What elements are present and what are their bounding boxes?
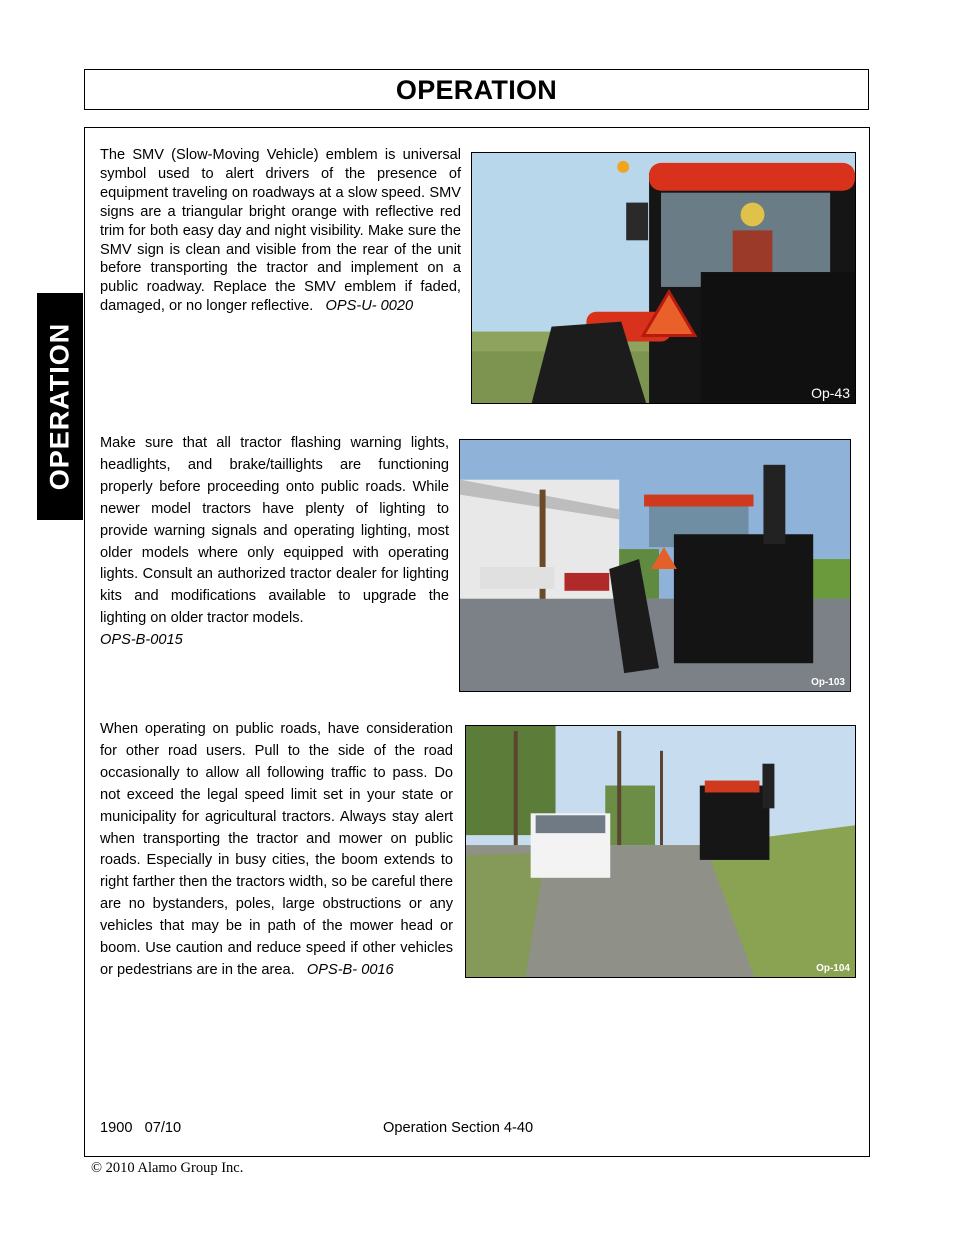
footer-model-date: 1900 07/10 <box>100 1120 182 1136</box>
figure-label: Op-103 <box>811 677 845 688</box>
road-users-paragraph <box>100 719 453 982</box>
smv-text: The SMV (Slow-Moving Vehicle) emblem is universal symbol used to alert drivers of the presence of equipment traveling on roadways at a slow speed. SMV signs are a triangular bright orange with reflective red trim for both easy day and night visibility. Make sure the SMV sign is clean and visible from the rear of the unit before transporting the tractor and implement on a public roadway. Replace the SMV emblem if faded, damaged, or no longer reflective. <box>100 147 461 315</box>
road-users-text: When operating on public roads, have consideration for other road users. Pull to the side of the road occasionally to allow all following traffic to pass. Do not exceed the legal speed limit set in your state or municipality for agricultural tractors. Always stay alert when transporting the tractor and mower on public roads. Especially in busy cities, the boom extends to right farther then the tractors width, so be careful there are no bystanders, poles, large obstructions or any vehicles that may be in path of the mower head or boom. Use caution and reduce speed if other vehicles or pedestrians are in the area. <box>100 721 453 978</box>
page-header <box>84 69 869 110</box>
copyright: © 2010 Alamo Group Inc. <box>91 1160 244 1176</box>
smv-tractor-photo <box>471 152 856 404</box>
road-users-photo <box>465 725 856 978</box>
road-users-code: OPS-B- 0016 <box>306 961 394 978</box>
section-side-tab <box>37 293 83 520</box>
smv-code: OPS-U- 0020 <box>325 298 414 315</box>
side-tab-label: OPERATION <box>44 322 75 491</box>
smv-paragraph <box>100 146 461 316</box>
lighting-text: Make sure that all tractor flashing warning lights, headlights, and brake/taillights are functioning properly before proceeding onto public roads. While newer model tractors have plenty of lighting to provide warning signals and operating lighting, most older models where only equipped with operating lights. Consult an authorized tractor dealer for lighting kits and modifications available to upgrade the lighting on older tractor models. <box>100 435 449 627</box>
lighting-tractor-photo <box>459 439 851 692</box>
lighting-code: OPS-B-0015 <box>100 632 183 649</box>
figure-label: Op-43 <box>811 385 850 401</box>
lighting-paragraph <box>100 433 449 652</box>
page-title: OPERATION <box>395 75 558 105</box>
footer-section: Operation Section 4-40 <box>383 1120 534 1136</box>
figure-label: Op-104 <box>816 963 850 974</box>
